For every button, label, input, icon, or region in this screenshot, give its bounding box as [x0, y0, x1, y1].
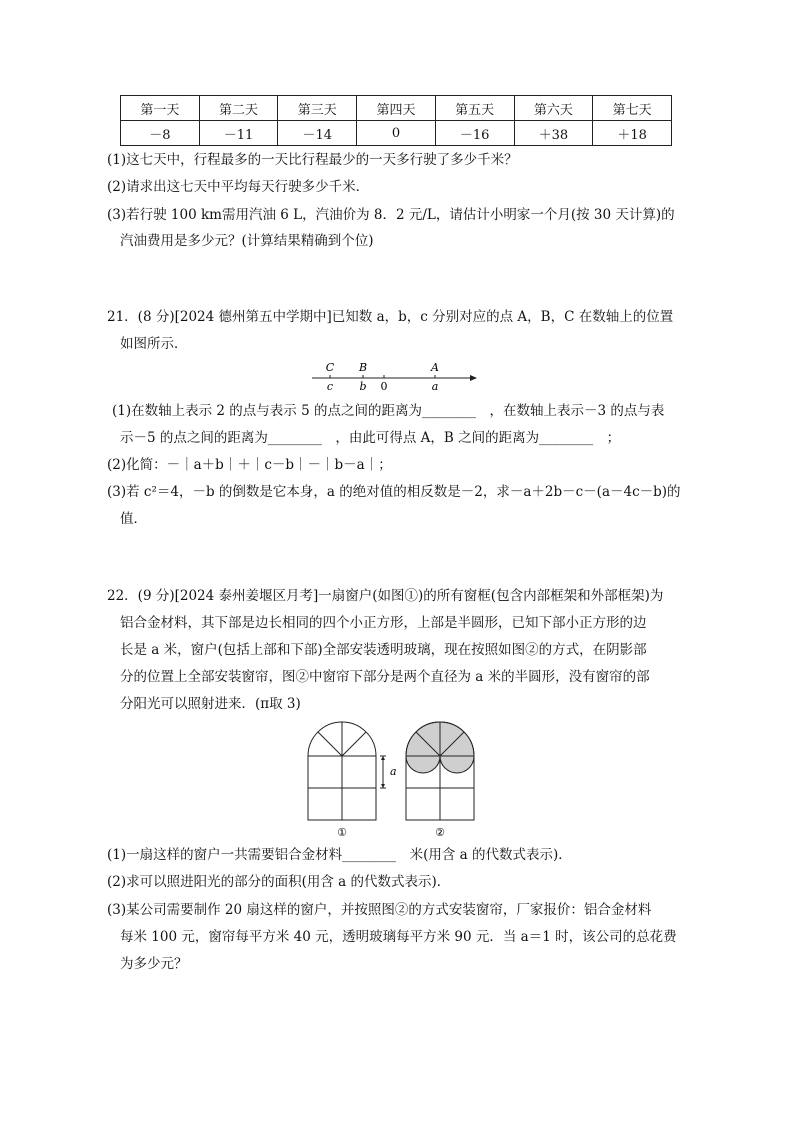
- table-cell: －8: [121, 121, 200, 146]
- table-cell: ＋38: [514, 121, 593, 146]
- table-header-cell: 第三天: [278, 96, 357, 121]
- q22-part2: (2)求可以照进阳光的部分的面积(用含 a 的代数式表示)．: [107, 874, 451, 890]
- q22-heading-line3: 长是 a 米，窗户(包括上部和下部)全部安装透明玻璃，现在按照如图②的方式，在阴影部: [120, 642, 647, 658]
- q22-heading-line2: 铝合金材料，其下部是边长相同的四个小正方形，上部是半圆形，已知下部小正方形的边: [120, 615, 647, 631]
- q20-part2: (2)请求出这七天中平均每天行驶多少千米．: [107, 179, 370, 195]
- value-zero-label: 0: [380, 380, 388, 393]
- q22-part3-line1: (3)某公司需要制作 20 扇这样的窗户，并按照图②的方式安装窗帘，厂家报价：铝合金材料: [107, 902, 652, 918]
- figure-2-caption: ②: [435, 826, 445, 839]
- q20-part3-line2: 汽油费用是多少元？(计算结果精确到个位): [120, 233, 374, 249]
- table-row: [121, 121, 672, 146]
- q22-heading-line4: 分的位置上全部安装窗帘，图②中窗帘下部分是两个直径为 a 米的半圆形，没有窗帘的部: [120, 669, 650, 685]
- point-C-label: C: [325, 361, 335, 374]
- table-header-cell: 第六天: [514, 96, 593, 121]
- number-line-figure: [310, 358, 480, 394]
- value-c-label: c: [326, 380, 334, 393]
- number-line-arrow-icon: [470, 375, 477, 381]
- table-header-cell: 第七天: [593, 96, 672, 121]
- point-B-label: B: [358, 361, 368, 374]
- q21-part1-line1: (1)在数轴上表示 2 的点与表示 5 的点之间的距离为________ ，在数轴上表示－3 的点与表: [112, 403, 665, 419]
- window-figures: [300, 718, 480, 840]
- point-A-label: A: [431, 361, 439, 374]
- table-header-cell: 第四天: [357, 96, 436, 121]
- table-header-cell: 第二天: [199, 96, 278, 121]
- q21-part2: (2)化简：－｜a＋b｜＋｜c－b｜－｜b－a｜；: [107, 457, 392, 473]
- curtain-left-half: [406, 756, 440, 773]
- q22-part1: (1)一扇这样的窗户一共需要铝合金材料________ 米(用含 a 的代数式表示)．: [107, 847, 572, 863]
- mileage-table: [120, 95, 672, 146]
- value-b-label: b: [359, 380, 367, 393]
- q20-part1: (1)这七天中，行程最多的一天比行程最少的一天多行驶了多少千米？: [107, 152, 518, 168]
- dimension-a-label: a: [390, 765, 397, 778]
- q20-part3-line1: (3)若行驶 100 km需用汽油 6 L，汽油价为 8．2 元/L，请估计小明家一个月(按 30 天计算)的: [107, 207, 675, 223]
- q22-heading-line1: 22．(9 分)[2024 泰州姜堰区月考]一扇窗户(如图①)的所有窗框(包含内部框架和外部框架)为: [107, 588, 664, 604]
- q21-part3-line1: (3)若 c²＝4，－b 的倒数是它本身，a 的绝对值的相反数是－2，求－a＋2b－c－(a－4c－b)的: [107, 484, 681, 500]
- window-figure-2: [406, 722, 474, 820]
- window-figure-1: [308, 722, 386, 820]
- value-a-label: a: [431, 380, 439, 393]
- curtain-right-half: [440, 756, 474, 773]
- table-header-cell: 第五天: [435, 96, 514, 121]
- table-cell: 0: [357, 121, 436, 146]
- figure-1-caption: ①: [337, 826, 347, 839]
- q21-part1-line2: 示－5 的点之间的距离为________ ，由此可得点 A，B 之间的距离为________ ；: [120, 430, 621, 446]
- q22-part3-line2: 每米 100 元，窗帘每平方米 40 元，透明玻璃每平方米 90 元．当 a＝1 时，该公司的总花费: [120, 929, 677, 945]
- q21-part3-line2: 值．: [120, 511, 147, 527]
- table-header-row: [121, 96, 672, 121]
- table-cell: －11: [199, 121, 278, 146]
- table-cell: －14: [278, 121, 357, 146]
- q21-heading-line2: 如图所示．: [120, 336, 188, 352]
- q22-heading-line5: 分阳光可以照射进来．(π取 3): [120, 696, 301, 712]
- q21-heading-line1: 21．(8 分)[2024 德州第五中学期中]已知数 a，b，c 分别对应的点 A，B，C 在数轴上的位置: [107, 309, 674, 325]
- table-header-cell: 第一天: [121, 96, 200, 121]
- table-cell: ＋18: [593, 121, 672, 146]
- table-cell: －16: [435, 121, 514, 146]
- q22-part3-line3: 为多少元？: [120, 956, 188, 972]
